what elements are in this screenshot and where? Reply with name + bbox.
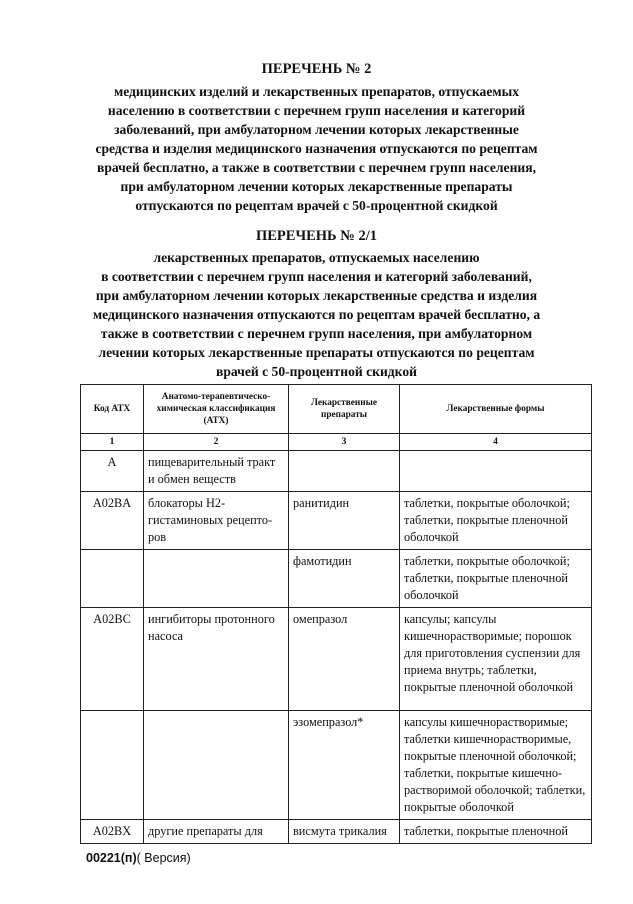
cell-forms: таблетки, покрытые пленочной [400,820,592,844]
list2-line: при амбулаторном лечении которых лекарственные препараты [120,179,513,194]
drug-table [80,384,592,844]
list21-line: лекарственных препаратов, отпускаемых населению [153,250,480,265]
cell-drug [289,451,400,492]
list21-line: при амбулаторном лечении которых лекарственные средства и изделия [95,288,538,303]
column-number: 1 [81,434,144,451]
cell-drug: фамотидин [289,550,400,608]
cell-code: A02BA [81,492,144,550]
list2-line: врачей бесплатно, а также в соответствии с перечнем групп населения, [96,160,536,175]
list21-description [60,248,573,381]
cell-class: другие препараты для [144,820,289,844]
cell-drug: эзомепразол* [289,711,400,820]
header-forms: Лекарственные формы [400,385,592,434]
cell-class: пищеварительный тракт и обмен веществ [144,451,289,492]
list21-line: в соответствии с перечнем групп населения и категорий заболеваний, [101,269,532,284]
column-number: 2 [144,434,289,451]
column-number: 3 [289,434,400,451]
table-header-row [81,385,592,434]
table-row [81,451,592,492]
list21-line: врачей с 50-процентной скидкой [216,364,417,379]
cell-code: A02BX [81,820,144,844]
cell-code [81,711,144,820]
table-row [81,492,592,550]
column-number-row [81,434,592,451]
cell-code: A02BC [81,608,144,711]
cell-forms: капсулы кишечнорастворимые; таблетки кишечнорастворимые, покрытые пленочной оболочкой; таблетки, покрытые кишечно-растворимой оболочкой; таблетки, покрытые оболочкой [400,711,592,820]
column-number: 4 [400,434,592,451]
cell-forms: таблетки, покрытые оболочкой; таблетки, покрытые пленочной оболочкой [400,492,592,550]
cell-class [144,711,289,820]
list2-description [60,82,573,215]
list2-line: населению в соответствии с перечнем групп населения и категорий [107,103,526,118]
list21-line: лечении которых лекарственные препараты отпускаются по рецептам [98,345,535,360]
cell-forms: таблетки, покрытые оболочкой; таблетки, покрытые пленочной оболочкой [400,550,592,608]
cell-code [81,550,144,608]
document-code: 00221(п) [86,851,137,865]
list2-line: отпускаются по рецептам врачей с 50-процентной скидкой [135,198,498,213]
list21-line: также в соответствии с перечнем групп населения, при амбулаторном [100,326,533,341]
list2-line: средства и изделия медицинского назначения отпускаются по рецептам [95,141,538,156]
table-row [81,820,592,844]
cell-class: блокаторы Н2-гистаминовых рецепто-ров [144,492,289,550]
cell-code: A [81,451,144,492]
table-row [81,550,592,608]
list21-title: ПЕРЕЧЕНЬ № 2/1 [255,228,377,244]
list2-title: ПЕРЕЧЕНЬ № 2 [261,61,372,77]
header-code: Код АТХ [81,385,144,434]
header-atc-class: Анатомо-терапевтическо-химическая классификация (АТХ) [144,385,289,434]
cell-drug: ранитидин [289,492,400,550]
document-footer [86,851,191,865]
cell-class: ингибиторы протонного насоса [144,608,289,711]
cell-forms [400,451,592,492]
cell-drug: висмута трикалия [289,820,400,844]
list21-line: медицинского назначения отпускаются по рецептам врачей бесплатно, а [92,307,541,322]
table-row [81,608,592,711]
cell-forms: капсулы; капсулы кишечнорастворимые; порошок для приготовления суспензии для приема внутрь; таблетки, покрытые пленочной оболочкой [400,608,592,711]
header-drugs: Лекарственные препараты [289,385,400,434]
cell-drug: омепразол [289,608,400,711]
cell-class [144,550,289,608]
list2-line: заболеваний, при амбулаторном лечении которых лекарственные [114,122,519,137]
document-version: ( Версия) [136,851,191,865]
table-row [81,711,592,820]
list2-line: медицинских изделий и лекарственных препаратов, отпускаемых [113,84,520,99]
